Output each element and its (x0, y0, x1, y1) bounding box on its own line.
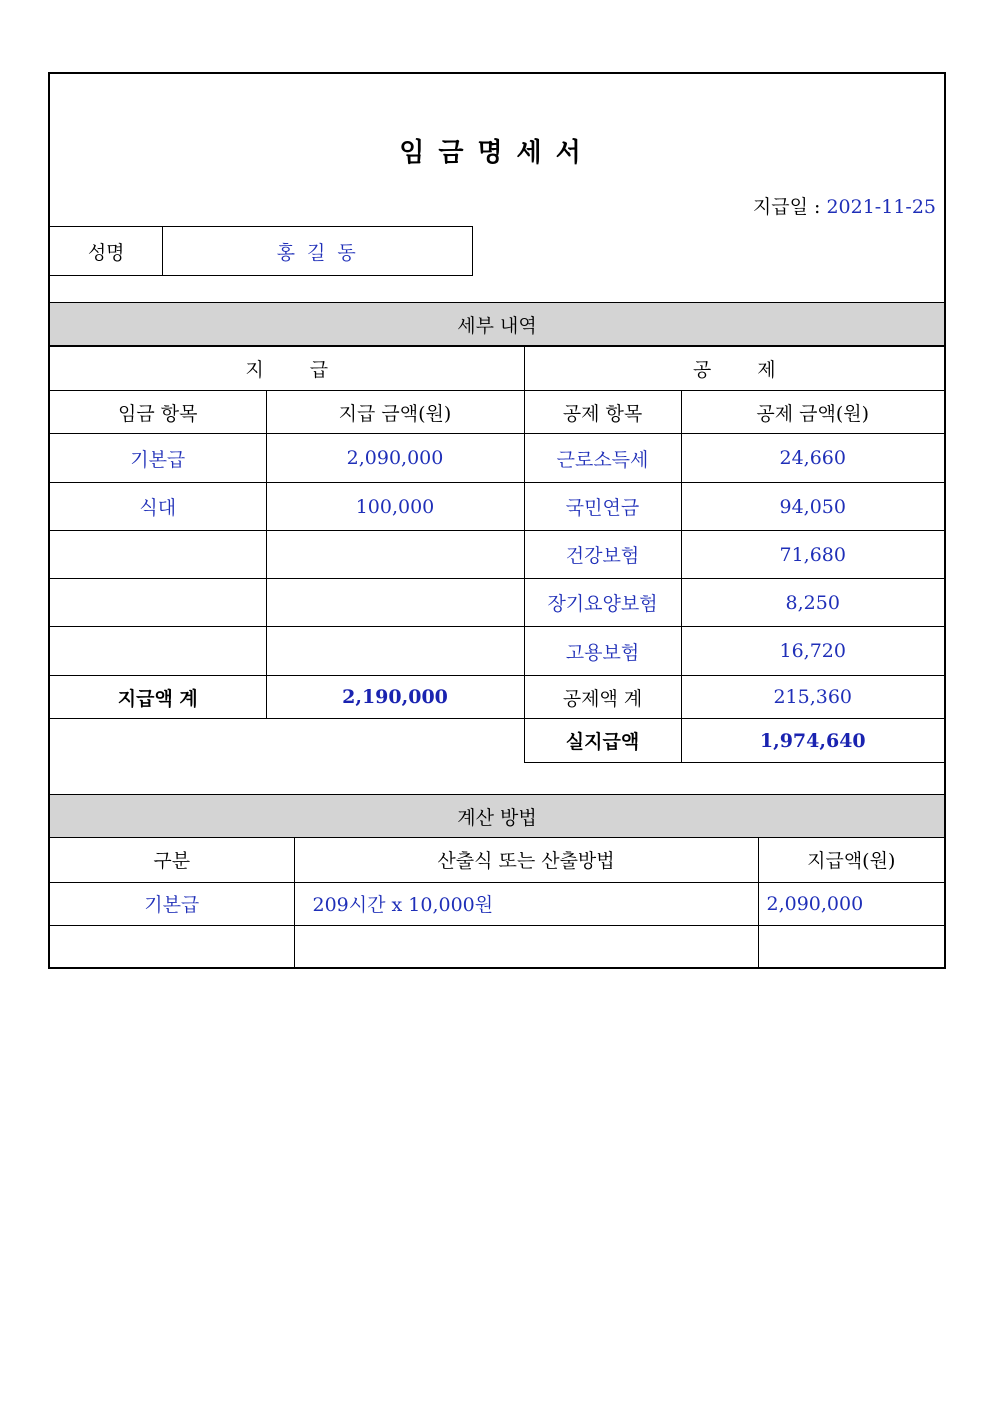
pay-date (753, 192, 936, 219)
deduction-amount: 8,250 (681, 579, 944, 627)
document-title: 임금명세서 (399, 138, 595, 168)
pay-item: 식대 (50, 483, 266, 531)
deduction-item: 국민연금 (524, 483, 681, 531)
deduction-item: 장기요양보험 (524, 579, 681, 627)
pay-amount (266, 627, 524, 676)
col-category: 구분 (50, 838, 294, 882)
calc-category: 기본급 (50, 882, 294, 925)
deduction-total-label: 공제액 계 (524, 676, 681, 719)
pay-date-label: 지급일 : (752, 196, 827, 218)
pay-item (50, 531, 266, 579)
deduction-amount: 16,720 (681, 627, 944, 676)
pay-item (50, 627, 266, 676)
employee-name-value: 홍 길 동 (163, 227, 473, 276)
calculation-section-title: 계산 방법 (457, 806, 537, 829)
calc-amount: 2,090,000 (758, 882, 944, 925)
details-table (50, 346, 944, 763)
pay-item: 기본급 (50, 434, 266, 483)
details-section-header (50, 302, 944, 346)
table-row (50, 579, 944, 627)
blank-cell (50, 719, 524, 763)
pay-amount (266, 579, 524, 627)
payment-header: 지 급 (50, 347, 524, 391)
deduction-total-value: 215,360 (681, 676, 944, 719)
pay-item (50, 579, 266, 627)
deduction-amount: 24,660 (681, 434, 944, 483)
pay-total-value: 2,190,000 (266, 676, 524, 719)
calc-formula: 209시간 x 10,000원 (294, 882, 758, 925)
table-row (50, 434, 944, 483)
deduction-item: 근로소득세 (524, 434, 681, 483)
deduction-header: 공 제 (524, 347, 944, 391)
pay-amount: 2,090,000 (266, 434, 524, 483)
deduction-amount: 94,050 (681, 483, 944, 531)
calc-category (50, 925, 294, 967)
col-amount: 지급액(원) (758, 838, 944, 882)
table-row (50, 627, 944, 676)
table-row (50, 531, 944, 579)
pay-amount: 100,000 (266, 483, 524, 531)
net-pay-label: 실지급액 (524, 719, 681, 763)
table-row (50, 483, 944, 531)
pay-amount (266, 531, 524, 579)
net-pay-value: 1,974,640 (681, 719, 944, 763)
deduction-item: 건강보험 (524, 531, 681, 579)
details-section-title: 세부 내역 (457, 314, 537, 337)
pay-date-value: 2021-11-25 (826, 196, 936, 218)
employee-table (50, 226, 473, 276)
col-deduction-amount: 공제 금액(원) (681, 391, 944, 434)
pay-total-label: 지급액 계 (50, 676, 266, 719)
col-pay-item: 임금 항목 (50, 391, 266, 434)
table-row (50, 882, 944, 925)
calc-formula (294, 925, 758, 967)
deduction-item: 고용보험 (524, 627, 681, 676)
calculation-section-header (50, 794, 944, 838)
employee-name-label: 성명 (50, 227, 163, 276)
totals-row (50, 676, 944, 719)
deduction-amount: 71,680 (681, 531, 944, 579)
pay-statement-document (48, 72, 946, 969)
calc-amount (758, 925, 944, 967)
col-pay-amount: 지급 금액(원) (266, 391, 524, 434)
calculation-table (50, 838, 944, 967)
col-formula: 산출식 또는 산출방법 (294, 838, 758, 882)
net-pay-row (50, 719, 944, 763)
table-row (50, 925, 944, 967)
col-deduction-item: 공제 항목 (524, 391, 681, 434)
